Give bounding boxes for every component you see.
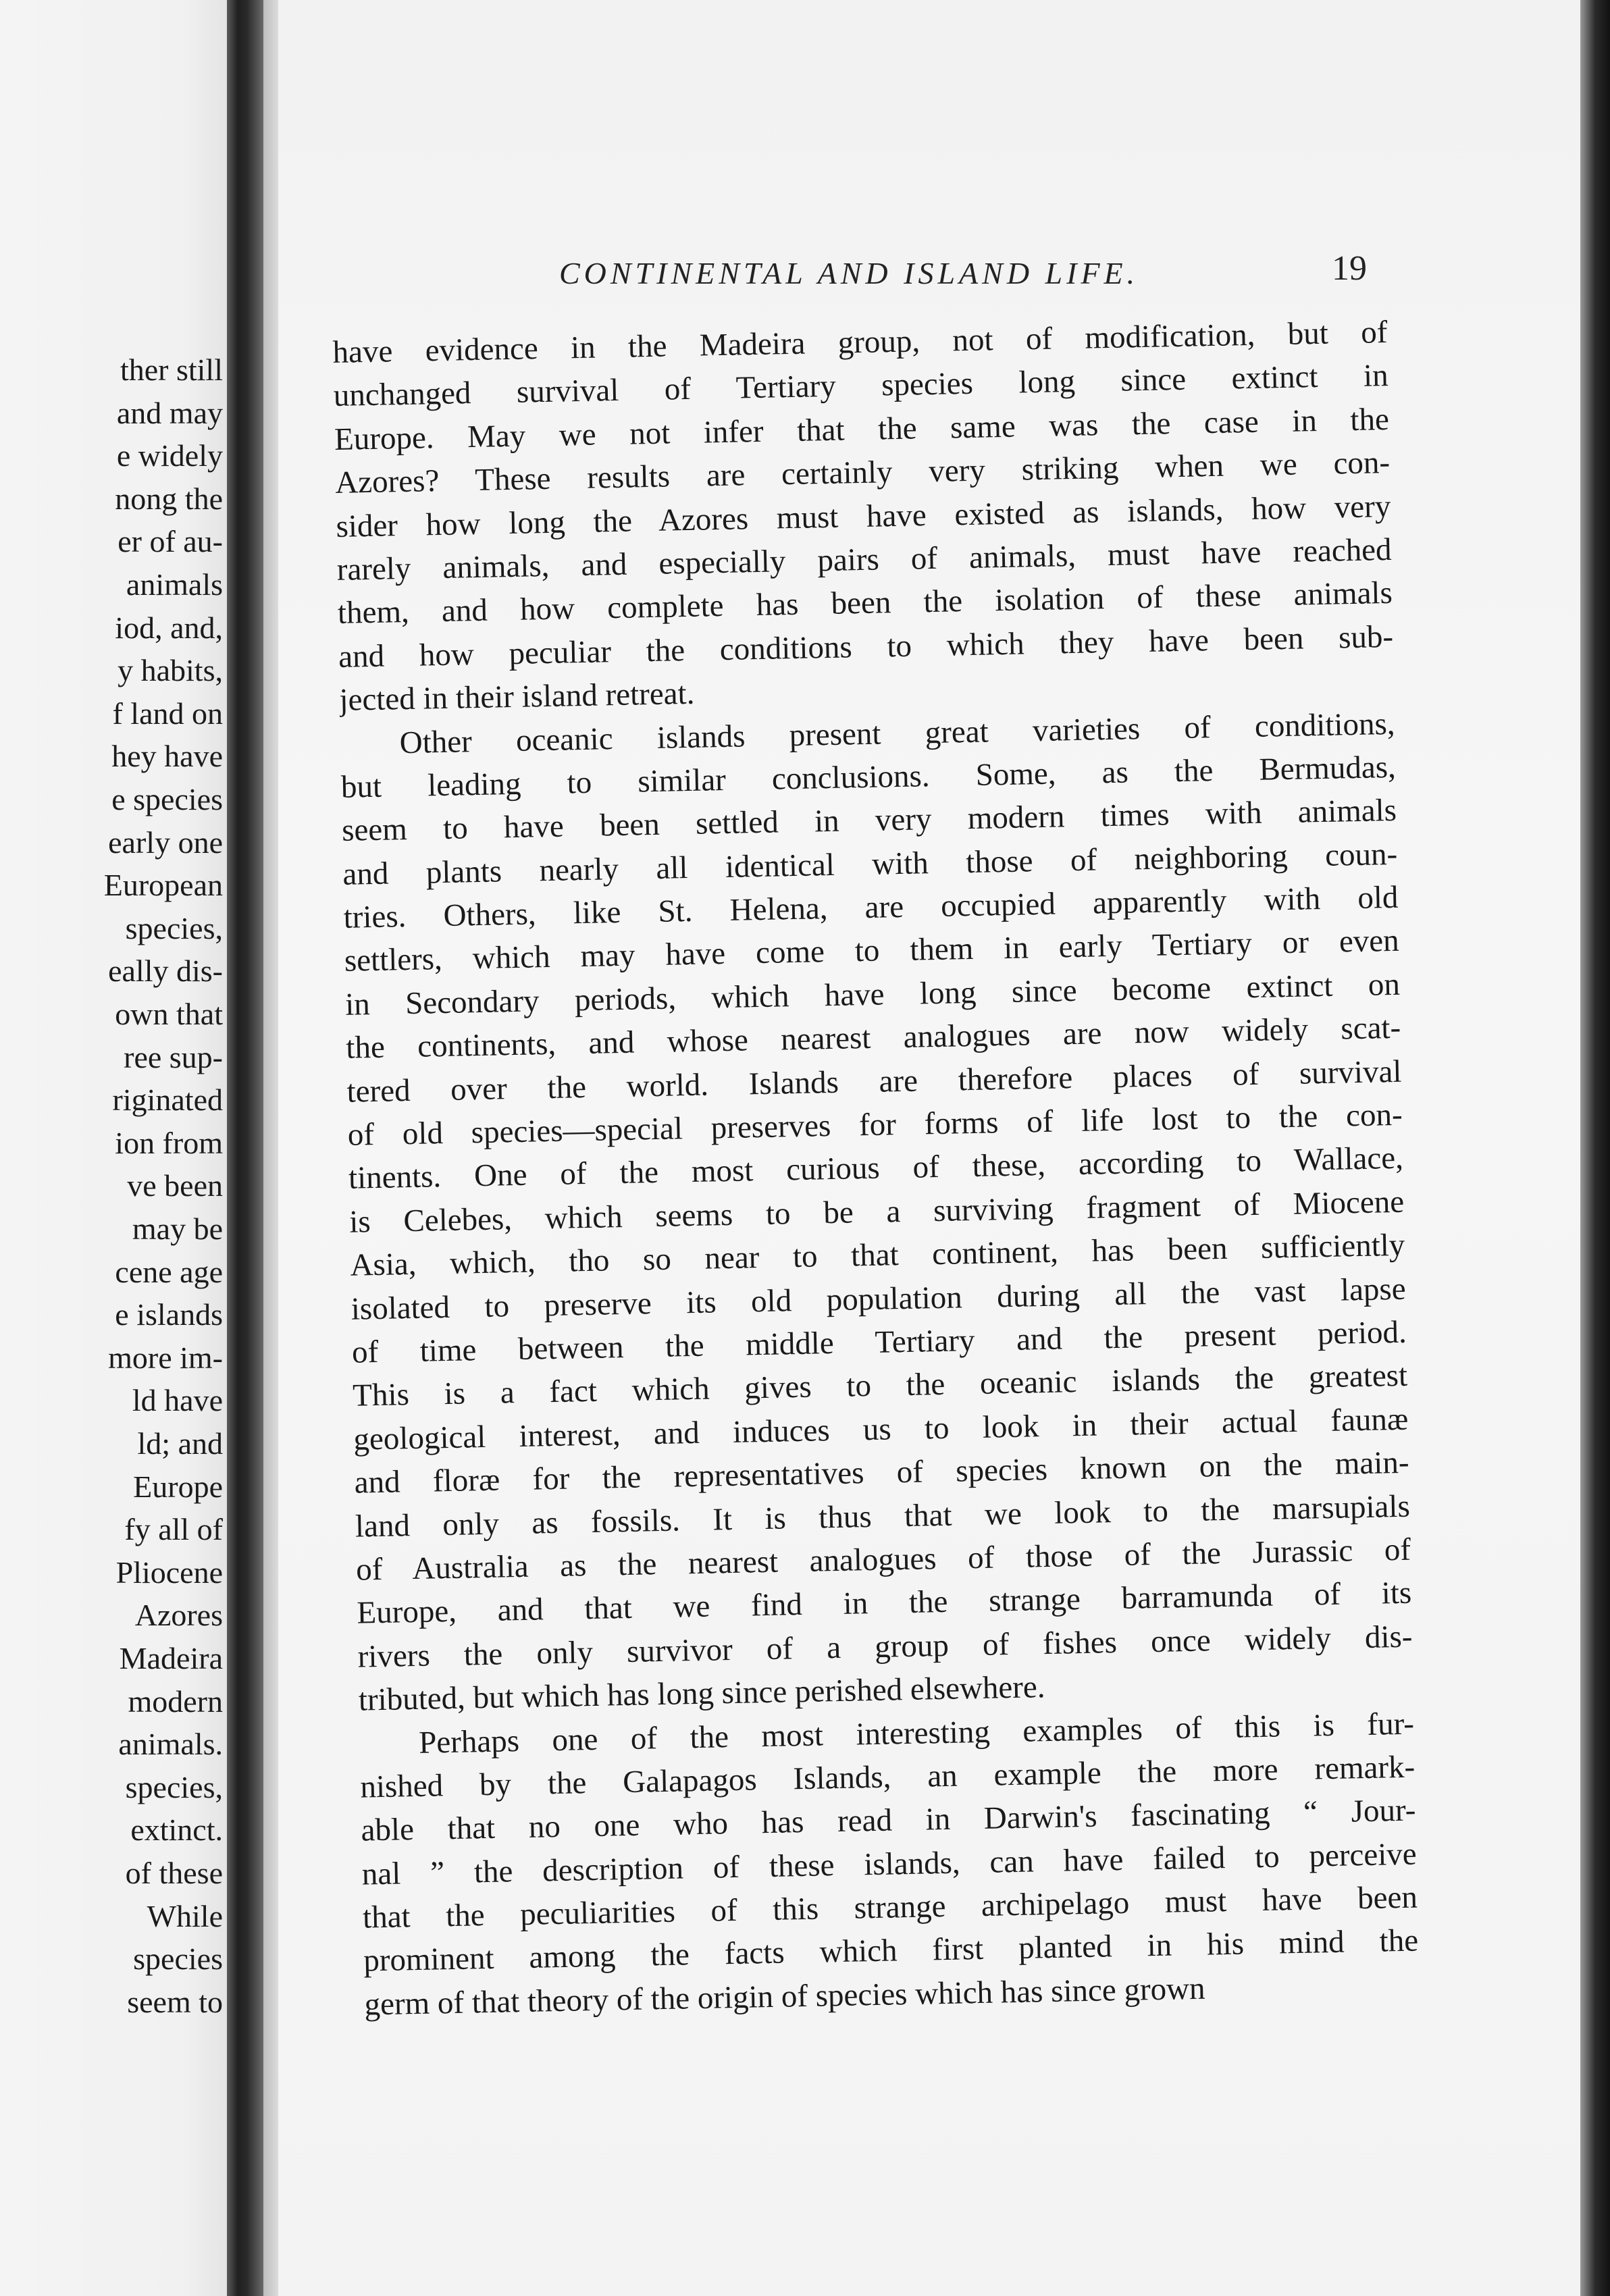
left-page-line: animals bbox=[126, 567, 223, 602]
left-page-line: extinct. bbox=[130, 1812, 223, 1848]
left-page-line: e widely bbox=[116, 438, 223, 473]
body-line: tries. Others, like St. Helena, are occupied apparently with old bbox=[343, 879, 1399, 935]
body-line: This is a fact which gives to the oceanic islands the greatest bbox=[352, 1358, 1408, 1414]
body-line: of time between the middle Tertiary and the present period. bbox=[351, 1314, 1407, 1370]
left-page-line: Europe bbox=[133, 1469, 223, 1504]
left-page-line: ld have bbox=[132, 1383, 223, 1418]
left-page-line: of these bbox=[125, 1856, 223, 1890]
body-line: geological interest, and induces us to look in their actual faunæ bbox=[353, 1401, 1409, 1457]
body-line: Azores? These results are certainly very striking when we con- bbox=[334, 445, 1391, 501]
body-line: rarely animals, and especially pairs of animals, must have reached bbox=[336, 531, 1393, 588]
left-page-line: e species bbox=[111, 782, 223, 816]
body-line: settlers, which may have come to them in early Tertiary or even bbox=[344, 923, 1400, 979]
left-page-line: modern bbox=[128, 1684, 223, 1719]
left-page-line: and may bbox=[116, 395, 223, 430]
left-page-line: species, bbox=[125, 910, 223, 945]
left-page-line: iod, and, bbox=[115, 610, 223, 645]
body-line: rivers the only survivor of a group of fishes once widely dis- bbox=[357, 1619, 1413, 1675]
left-page-line: nong the bbox=[115, 481, 223, 516]
body-line: in Secondary periods, which have long since become extinct on bbox=[344, 966, 1401, 1022]
body-line: germ of that theory of the origin of species which has since grown bbox=[364, 1971, 1206, 2023]
body-line: jected in their island retreat. bbox=[339, 675, 695, 719]
body-line: land only as fossils. It is thus that we look to the marsupials bbox=[355, 1488, 1411, 1544]
body-line: Asia, which, tho so near to that continent, has been sufficiently bbox=[350, 1227, 1405, 1283]
left-page-line: European bbox=[103, 868, 223, 903]
body-line: and floræ for the representatives of species known on the main- bbox=[354, 1444, 1409, 1501]
left-page-line: eally dis- bbox=[108, 954, 223, 989]
body-line: Europe, and that we find in the strange barramunda of its bbox=[356, 1575, 1412, 1631]
left-page-line: species, bbox=[125, 1769, 223, 1804]
body-line: of old species—special preserves for forms of life lost to the con- bbox=[347, 1097, 1403, 1153]
body-line: Other oceanic islands present great varieties of conditions, bbox=[399, 706, 1395, 760]
body-line: unchanged survival of Tertiary species long since extinct in bbox=[333, 358, 1389, 414]
body-line: nished by the Galapagos Islands, an example the more remark- bbox=[359, 1749, 1416, 1805]
left-page-line: cene age bbox=[115, 1254, 223, 1289]
body-line: prominent among the facts which first planted in his mind the bbox=[363, 1923, 1419, 1979]
body-line: but leading to similar conclusions. Some, as the Bermudas, bbox=[340, 749, 1397, 805]
body-line: able that no one who has read in Darwin's fascinating “ Jour- bbox=[361, 1792, 1416, 1848]
body-line: that the peculiarities of this strange archipelago must have been bbox=[362, 1879, 1418, 1935]
left-page-line: e islands bbox=[115, 1297, 223, 1332]
body-line: the continents, and whose nearest analogues are now widely scat- bbox=[345, 1010, 1401, 1066]
left-page-line: may be bbox=[132, 1211, 223, 1246]
body-line: seem to have been settled in very modern times with animals bbox=[341, 793, 1397, 849]
body-line: Perhaps one of the most interesting examples of this is fur- bbox=[418, 1706, 1415, 1760]
left-page-line: Pliocene bbox=[115, 1555, 223, 1590]
left-page-line: ld; and bbox=[137, 1426, 223, 1461]
body-line: tered over the world. Islands are therefore places of survival bbox=[346, 1053, 1402, 1110]
left-page-line: hey have bbox=[111, 739, 223, 774]
body-line: tinents. One of the most curious of these, according to Wallace, bbox=[348, 1141, 1404, 1197]
left-page-line: While bbox=[147, 1898, 223, 1933]
body-line: is Celebes, which seems to be a surviving fragment of Miocene bbox=[348, 1184, 1405, 1240]
body-line: isolated to preserve its old population during all the vast lapse bbox=[350, 1271, 1407, 1327]
left-page-line: ther still bbox=[120, 353, 223, 387]
left-page-line: ve been bbox=[127, 1168, 223, 1203]
left-page-line: own that bbox=[115, 997, 223, 1031]
left-page-line: Azores bbox=[134, 1598, 223, 1633]
left-page-line: early one bbox=[108, 825, 223, 860]
left-page-line: f land on bbox=[112, 696, 223, 731]
body-line: tributed, but which has long since perished elsewhere. bbox=[358, 1669, 1045, 1718]
body-line: them, and how complete has been the isolation of these animals bbox=[337, 575, 1393, 631]
book-gutter bbox=[227, 0, 263, 2296]
page-number: 19 bbox=[1332, 249, 1367, 288]
body-line: nal ” the description of these islands, can have failed to perceive bbox=[361, 1836, 1418, 1892]
body-line: and how peculiar the conditions to which they have been sub- bbox=[338, 619, 1394, 675]
body-text bbox=[332, 311, 1420, 2027]
left-page-line: more im- bbox=[108, 1340, 223, 1375]
left-page-line: er of au- bbox=[118, 524, 223, 559]
body-line: and plants nearly all identical with those of neighboring coun- bbox=[342, 836, 1398, 892]
left-page-line: ion from bbox=[115, 1125, 223, 1160]
left-page-line: ree sup- bbox=[124, 1039, 223, 1074]
running-head: CONTINENTAL AND ISLAND LIFE. bbox=[559, 256, 1139, 290]
left-page-line: fy all of bbox=[124, 1512, 223, 1547]
page-outer-edge bbox=[1580, 0, 1610, 2296]
gutter-shadow bbox=[263, 0, 278, 2296]
left-page-line: animals. bbox=[118, 1727, 223, 1762]
left-page-line: seem to bbox=[127, 1984, 223, 2019]
previous-page-fragment bbox=[0, 0, 228, 2296]
body-line: sider how long the Azores must have existed as islands, how very bbox=[336, 488, 1391, 544]
body-line: Europe. May we not infer that the same was the case in the bbox=[334, 401, 1390, 457]
body-line: have evidence in the Madeira group, not of modification, but of bbox=[332, 315, 1388, 370]
left-page-line: Madeira bbox=[119, 1641, 223, 1675]
left-page-line: riginated bbox=[112, 1082, 223, 1118]
left-page-line: y habits, bbox=[118, 653, 223, 688]
left-page-line: species bbox=[133, 1941, 223, 1977]
body-line: of Australia as the nearest analogues of those of the Jurassic of bbox=[355, 1532, 1411, 1588]
